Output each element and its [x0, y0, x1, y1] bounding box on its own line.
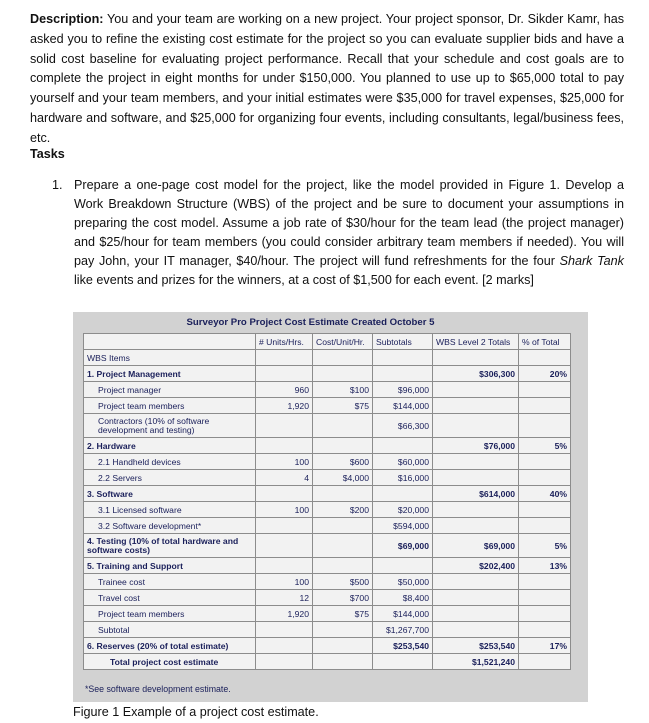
figure-title: Surveyor Pro Project Cost Estimate Created October 5: [186, 317, 435, 328]
table-row: [84, 558, 571, 574]
table-row: [84, 486, 571, 502]
level2-total-cell: [433, 622, 519, 638]
percent-cell: [519, 398, 571, 414]
subtotal-cell: $96,000: [373, 382, 433, 398]
subtotal-cell: [373, 366, 433, 382]
units-cell: [256, 486, 313, 502]
cost-cell: [313, 654, 373, 670]
units-cell: [256, 438, 313, 454]
item-cell: WBS Items: [84, 350, 256, 366]
units-cell: [256, 414, 313, 438]
cost-cell: $100: [313, 382, 373, 398]
subtotal-cell: $144,000: [373, 606, 433, 622]
cost-cell: $500: [313, 574, 373, 590]
task-number: 1.: [52, 178, 63, 192]
subtotal-cell: $16,000: [373, 470, 433, 486]
cost-cell: $700: [313, 590, 373, 606]
table-row: [84, 366, 571, 382]
table-row: [84, 638, 571, 654]
units-cell: 100: [256, 574, 313, 590]
item-cell: Trainee cost: [84, 574, 256, 590]
table-row: [84, 502, 571, 518]
subtotal-cell: $20,000: [373, 502, 433, 518]
level2-total-cell: $76,000: [433, 438, 519, 454]
units-cell: [256, 366, 313, 382]
table-row: [84, 622, 571, 638]
percent-cell: [519, 350, 571, 366]
level2-total-cell: $202,400: [433, 558, 519, 574]
task-text: [74, 176, 624, 290]
header-cell: % of Total: [519, 334, 571, 350]
cost-cell: [313, 534, 373, 558]
percent-cell: 5%: [519, 534, 571, 558]
header-cell: Subtotals: [373, 334, 433, 350]
table-row: [84, 470, 571, 486]
task-text-a: Prepare a one-page cost model for the project, like the model provided in Figure 1. Develop a Work Breakdown Structure (WBS) of the project and be sure to document your assumptions in preparing the cost model. Assume a job rate of $30/hour for the team lead (the project manager) and $25/hour for team members (you could consider arbitrary team members if needed). You will pay John, your IT manager, $40/hour. The project will fund refreshments for the four: [74, 178, 624, 268]
percent-cell: [519, 574, 571, 590]
percent-cell: [519, 590, 571, 606]
units-cell: 12: [256, 590, 313, 606]
item-cell: Subtotal: [84, 622, 256, 638]
task-text-b: like events and prizes for the winners, at a cost of $1,500 for each event. [2 marks]: [74, 273, 534, 287]
header-cell: Cost/Unit/Hr.: [313, 334, 373, 350]
subtotal-cell: [373, 350, 433, 366]
item-cell: 4. Testing (10% of total hardware and software costs): [84, 534, 256, 558]
percent-cell: 5%: [519, 438, 571, 454]
percent-cell: 17%: [519, 638, 571, 654]
item-cell: Contractors (10% of software development and testing): [84, 414, 256, 438]
percent-cell: [519, 470, 571, 486]
cost-cell: $75: [313, 398, 373, 414]
header-cell: WBS Level 2 Totals: [433, 334, 519, 350]
cost-cell: [313, 438, 373, 454]
item-cell: 2.1 Handheld devices: [84, 454, 256, 470]
cost-cell: $4,000: [313, 470, 373, 486]
percent-cell: [519, 654, 571, 670]
table-row: [84, 590, 571, 606]
header-blank: [84, 334, 256, 350]
units-cell: 1,920: [256, 398, 313, 414]
cost-cell: [313, 414, 373, 438]
units-cell: [256, 622, 313, 638]
table-row: [84, 518, 571, 534]
description-text: You and your team are working on a new project. Your project sponsor, Dr. Sikder Kamr, has asked you to refine the existing cost estimate for the project so you can evaluate supplier bids and have a solid cost baseline for evaluating project performance. Recall that your schedule and cost goals are to complete the project in eight months for under $150,000. You planned to use up to $65,000 total to pay yourself and your team members, and your initial estimates were $35,000 for travel expenses, $25,000 for hardware and software, and $25,000 for organizing four events, including consultants, legal/business fees, etc.: [30, 12, 624, 145]
figure-footnote: *See software development estimate.: [85, 684, 231, 694]
percent-cell: 40%: [519, 486, 571, 502]
subtotal-cell: $253,540: [373, 638, 433, 654]
percent-cell: [519, 502, 571, 518]
subtotal-cell: [373, 486, 433, 502]
level2-total-cell: $1,521,240: [433, 654, 519, 670]
units-cell: [256, 654, 313, 670]
percent-cell: 13%: [519, 558, 571, 574]
level2-total-cell: [433, 414, 519, 438]
level2-total-cell: [433, 518, 519, 534]
figure-cost-estimate: [73, 312, 588, 702]
subtotal-cell: $69,000: [373, 534, 433, 558]
subtotal-cell: [373, 558, 433, 574]
cost-cell: [313, 638, 373, 654]
table-row: [84, 454, 571, 470]
cost-cell: $75: [313, 606, 373, 622]
cost-cell: $600: [313, 454, 373, 470]
units-cell: 100: [256, 454, 313, 470]
level2-total-cell: $253,540: [433, 638, 519, 654]
percent-cell: [519, 414, 571, 438]
units-cell: 100: [256, 502, 313, 518]
level2-total-cell: [433, 574, 519, 590]
task-item-1: [52, 176, 624, 290]
subtotal-cell: $60,000: [373, 454, 433, 470]
subtotal-cell: [373, 438, 433, 454]
units-cell: [256, 518, 313, 534]
table-row: [84, 574, 571, 590]
level2-total-cell: [433, 590, 519, 606]
task-text-italic: Shark Tank: [559, 254, 624, 268]
item-cell: 3.1 Licensed software: [84, 502, 256, 518]
table-row: [84, 438, 571, 454]
cost-cell: [313, 622, 373, 638]
level2-total-cell: [433, 454, 519, 470]
table-row: [84, 414, 571, 438]
units-cell: [256, 350, 313, 366]
level2-total-cell: [433, 470, 519, 486]
subtotal-cell: $1,267,700: [373, 622, 433, 638]
units-cell: 1,920: [256, 606, 313, 622]
cost-cell: [313, 558, 373, 574]
description-paragraph: [30, 10, 624, 149]
header-cell: # Units/Hrs.: [256, 334, 313, 350]
cost-cell: [313, 350, 373, 366]
units-cell: 4: [256, 470, 313, 486]
cost-cell: [313, 366, 373, 382]
cost-cell: [313, 486, 373, 502]
item-cell: 3. Software: [84, 486, 256, 502]
table-header-row: [84, 334, 571, 350]
subtotal-cell: $144,000: [373, 398, 433, 414]
subtotal-cell: [373, 654, 433, 670]
level2-total-cell: $69,000: [433, 534, 519, 558]
item-cell: 5. Training and Support: [84, 558, 256, 574]
units-cell: [256, 558, 313, 574]
percent-cell: [519, 382, 571, 398]
level2-total-cell: $614,000: [433, 486, 519, 502]
percent-cell: [519, 518, 571, 534]
units-cell: [256, 638, 313, 654]
item-cell: 1. Project Management: [84, 366, 256, 382]
percent-cell: [519, 454, 571, 470]
item-cell: Travel cost: [84, 590, 256, 606]
subtotal-cell: $8,400: [373, 590, 433, 606]
table-row: [84, 606, 571, 622]
item-cell: 6. Reserves (20% of total estimate): [84, 638, 256, 654]
tasks-heading: Tasks: [30, 147, 65, 161]
units-cell: 960: [256, 382, 313, 398]
figure-caption: Figure 1 Example of a project cost estimate.: [73, 705, 319, 719]
table-row: [84, 654, 571, 670]
level2-total-cell: [433, 382, 519, 398]
percent-cell: [519, 606, 571, 622]
level2-total-cell: $306,300: [433, 366, 519, 382]
units-cell: [256, 534, 313, 558]
level2-total-cell: [433, 606, 519, 622]
level2-total-cell: [433, 350, 519, 366]
description-label: Description:: [30, 12, 104, 26]
item-cell: Project team members: [84, 398, 256, 414]
item-cell: 2. Hardware: [84, 438, 256, 454]
subtotal-cell: $50,000: [373, 574, 433, 590]
percent-cell: [519, 622, 571, 638]
table-row: [84, 534, 571, 558]
level2-total-cell: [433, 398, 519, 414]
table-row: [84, 350, 571, 366]
item-cell: Project manager: [84, 382, 256, 398]
item-cell: 2.2 Servers: [84, 470, 256, 486]
item-cell: Project team members: [84, 606, 256, 622]
percent-cell: 20%: [519, 366, 571, 382]
cost-table: [83, 333, 571, 670]
cost-cell: [313, 518, 373, 534]
item-cell: Total project cost estimate: [84, 654, 256, 670]
item-cell: 3.2 Software development*: [84, 518, 256, 534]
cost-cell: $200: [313, 502, 373, 518]
level2-total-cell: [433, 502, 519, 518]
subtotal-cell: $66,300: [373, 414, 433, 438]
table-row: [84, 398, 571, 414]
table-row: [84, 382, 571, 398]
subtotal-cell: $594,000: [373, 518, 433, 534]
